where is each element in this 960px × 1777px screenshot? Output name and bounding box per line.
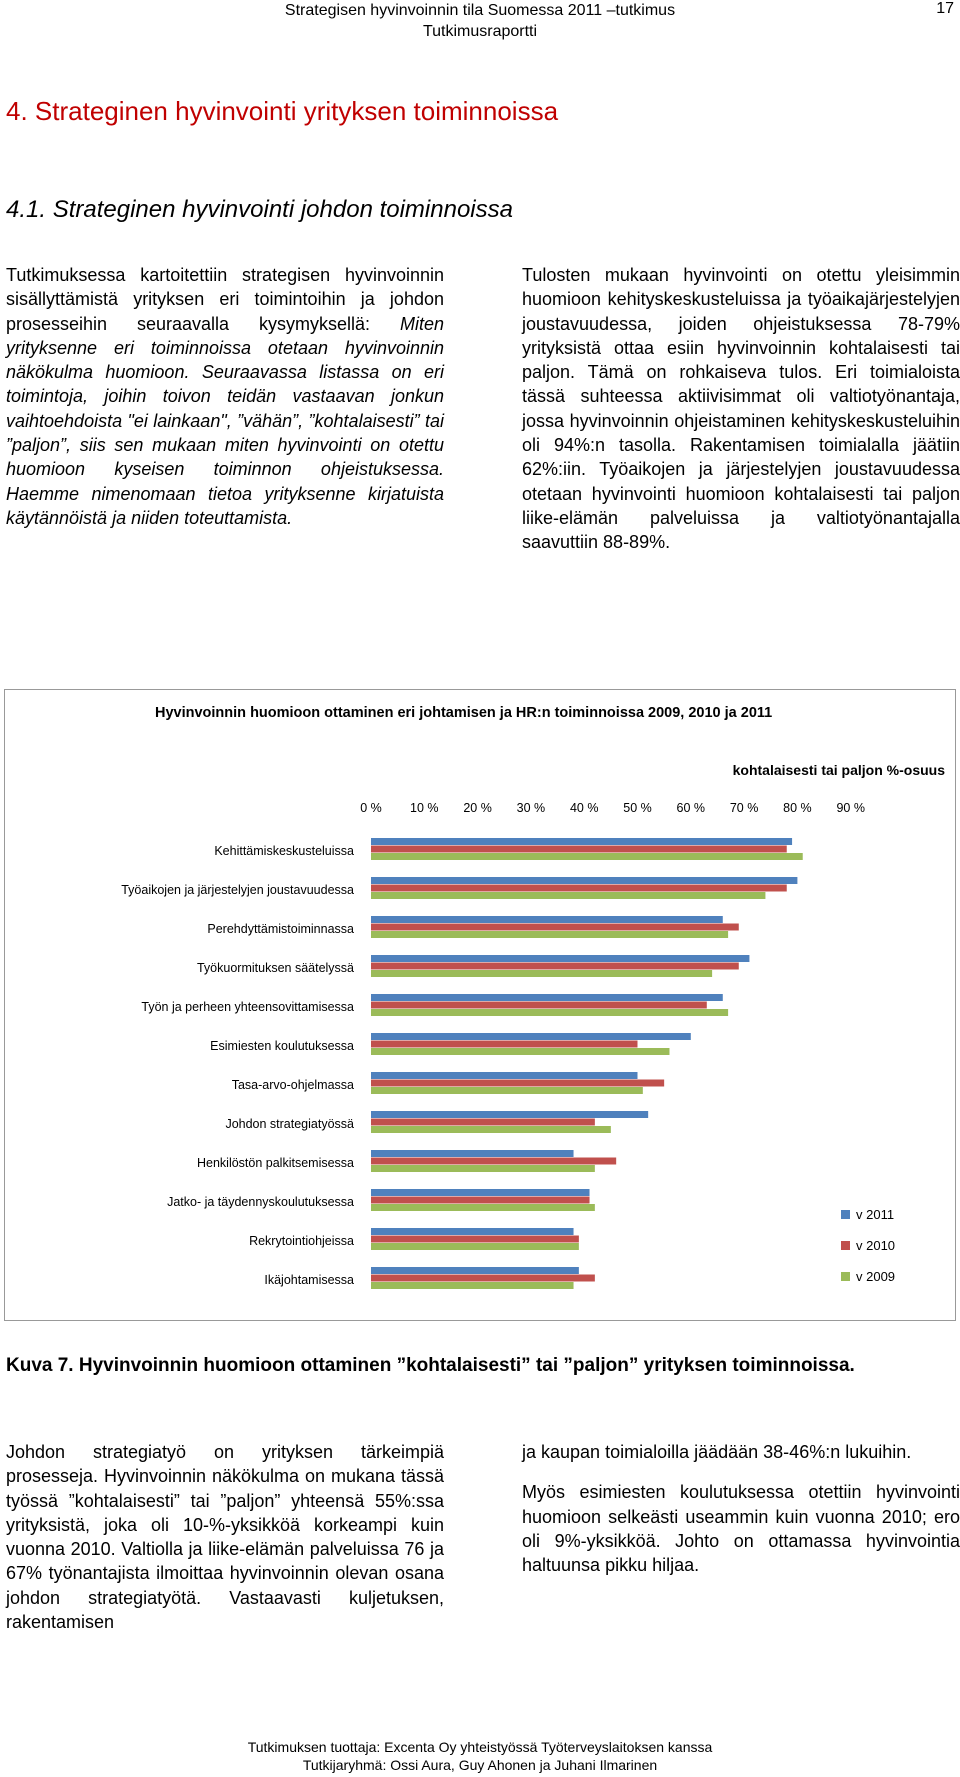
bar	[371, 970, 712, 977]
chart-frame	[4, 689, 956, 1321]
chart-title: Hyvinvoinnin huomioon ottaminen eri johtamisen ja HR:n toiminnoissa 2009, 2010 ja 2011	[155, 705, 773, 721]
legend-label: v 2010	[856, 1238, 896, 1253]
page-footer	[0, 1738, 960, 1774]
left-paragraph-intro: Tutkimuksessa kartoitettiin strategisen hyvinvoinnin sisällyttämistä yrityksen eri toimintoihin ja johdon prosesseihin seuraavalla kysymyksellä:	[6, 265, 444, 334]
bar	[371, 924, 739, 931]
x-tick-label: 60 %	[676, 801, 706, 815]
bar	[371, 1158, 616, 1165]
bar	[371, 1267, 579, 1274]
bar	[371, 1165, 595, 1172]
header-line-1: Strategisen hyvinvoinnin tila Suomessa 2011 –tutkimus	[284, 2, 676, 19]
bar	[371, 1033, 691, 1040]
x-tick-label: 10 %	[410, 801, 439, 815]
bar	[371, 853, 803, 860]
bar	[371, 838, 792, 845]
x-tick-label: 40 %	[569, 801, 599, 815]
bar	[371, 1236, 579, 1243]
left-paragraph-question: Miten yrityksenne eri toiminnoissa otetaan hyvinvoinnin näkökulma huomioon. Seuraavassa listassa on eri toimintoja, joihin toivon teidän vastaavan jonkun vaihtoehdoista "ei lainkaan", ”vähän”, ”kohtalaisesti” tai ”paljon”, siis sen mukaan miten hyvinvointi on otettu huomioon kyseisen toiminnon ohjeistuksessa. Haemme nimenomaan tietoa yrityksenne kirjatuista käytännöistä ja niiden toteuttamista.	[6, 313, 444, 528]
legend-swatch	[841, 1210, 850, 1219]
bar	[371, 1228, 574, 1235]
bar	[371, 1204, 595, 1211]
bar	[371, 963, 739, 970]
category-label: Esimiesten koulutuksessa	[210, 1039, 354, 1053]
bar	[371, 955, 749, 962]
category-label: Työn ja perheen yhteensovittamisessa	[141, 1000, 354, 1014]
bar	[371, 1041, 638, 1048]
category-label: Perehdyttämistoiminnassa	[207, 922, 354, 936]
x-tick-label: 50 %	[623, 801, 652, 815]
page-header	[0, 0, 960, 42]
chart-subtitle: kohtalaisesti tai paljon %-osuus	[732, 762, 945, 778]
page-number: 17	[936, 0, 954, 17]
category-label: Tasa-arvo-ohjelmassa	[231, 1078, 354, 1092]
right-column	[522, 263, 960, 555]
footer-line-1: Tutkimuksen tuottaja: Excenta Oy yhteistyössä Työterveyslaitoksen kanssa	[247, 1739, 713, 1755]
legend	[841, 1207, 895, 1284]
bar	[371, 1072, 638, 1079]
x-axis-ticks	[360, 801, 865, 815]
x-tick-label: 70 %	[729, 801, 759, 815]
footer-line-2: Tutkijaryhmä: Ossi Aura, Guy Ahonen ja Juhani Ilmarinen	[302, 1757, 658, 1773]
left-column	[6, 263, 444, 530]
bar	[371, 1119, 595, 1126]
bar	[371, 846, 787, 853]
right-paragraph: Tulosten mukaan hyvinvointi on otettu yleisimmin huomioon kehityskeskusteluissa ja työaikajärjestelyjen joustavuudessa, joiden ohjeistuksessa 78-79% yrityksistä ottaa esiin hyvinvoinnin kohtalaisesti tai paljon. Tämä on rohkaiseva tulos. Eri toimialoista tässä suhteessa aktiivisimmat oli valtiotyönantaja, jossa hyvinvoinnin ohjeistaminen kehityskeskusteluihin oli 94%:n tasolla. Rakentamisen toimialalla jäätiin 62%:iin. Työaikojen ja järjestelyjen joustavuudessa otetaan hyvinvointi huomioon kohtalaisesti tai paljon liike-elämän palveluissa ja valtiotyönantajalla saavuttiin 88-89%.	[522, 265, 960, 553]
category-label: Ikäjohtamisessa	[264, 1273, 354, 1287]
x-tick-label: 30 %	[516, 801, 546, 815]
figure-caption: Kuva 7. Hyvinvoinnin huomioon ottaminen ”kohtalaisesti” tai ”paljon” yrityksen toiminnoissa.	[6, 1355, 855, 1376]
bars	[371, 838, 803, 1289]
legend-swatch	[841, 1241, 850, 1250]
bar	[371, 1111, 648, 1118]
bar-chart	[5, 690, 955, 1320]
bar	[371, 1080, 664, 1087]
bar	[371, 994, 723, 1001]
subsection-title: 4.1. Strateginen hyvinvointi johdon toiminnoissa	[6, 196, 513, 223]
x-tick-label: 80 %	[783, 801, 812, 815]
category-label: Kehittämiskeskusteluissa	[214, 844, 354, 858]
bottom-left-column	[6, 1440, 444, 1634]
left-paragraph	[6, 263, 444, 530]
bar	[371, 1087, 643, 1094]
category-label: Työaikojen ja järjestelyjen joustavuudessa	[121, 883, 354, 897]
bar	[371, 1189, 590, 1196]
header-line-2: Tutkimusraportti	[422, 23, 538, 40]
category-label: Rekrytointiohjeissa	[249, 1234, 354, 1248]
bar	[371, 1243, 579, 1250]
bar	[371, 931, 728, 938]
bar	[371, 892, 765, 899]
bar	[371, 1126, 611, 1133]
legend-label: v 2011	[856, 1207, 895, 1222]
bar	[371, 1197, 590, 1204]
legend-swatch	[841, 1272, 850, 1281]
x-tick-label: 0 %	[360, 801, 382, 815]
bottom-right-paragraph-1: ja kaupan toimialoilla jäädään 38-46%:n lukuihin.	[522, 1442, 912, 1462]
category-label: Johdon strategiatyössä	[225, 1117, 354, 1131]
bar	[371, 1002, 707, 1009]
category-label: Työkuormituksen säätelyssä	[196, 961, 354, 975]
bar	[371, 1009, 728, 1016]
bar	[371, 877, 797, 884]
legend-label: v 2009	[856, 1269, 896, 1284]
bottom-left-paragraph: Johdon strategiatyö on yrityksen tärkeimpiä prosesseja. Hyvinvoinnin näkökulma on mukana tässä työssä ”kohtalaisesti” tai ”paljon” yhteensä 55%:ssa yrityksistä, joka oli 10-%-yksikköä korkeampi kuin vuonna 2010. Valtiolla ja liike-elämän palveluissa 76 ja 67% työnantajista ilmoittaa hyvinvoinnin olevan osana johdon strategiatyötä. Vastaavasti kuljetuksen, rakentamisen	[6, 1442, 444, 1633]
bottom-right-paragraph-2: Myös esimiesten koulutuksessa otettiin hyvinvointi huomioon selkeästi useammin kuin vuonna 2010; ero oli 9%-yksikköä. Johto on ottamassa hyvinvointia haltuunsa pikku hiljaa.	[522, 1482, 960, 1576]
bar	[371, 916, 723, 923]
category-labels	[121, 844, 354, 1287]
bar	[371, 1150, 574, 1157]
bar	[371, 1282, 574, 1289]
bar	[371, 885, 787, 892]
bar	[371, 1275, 595, 1282]
x-tick-label: 20 %	[463, 801, 492, 815]
section-title: 4. Strateginen hyvinvointi yrityksen toiminnoissa	[6, 96, 559, 126]
category-label: Henkilöstön palkitsemisessa	[196, 1156, 354, 1170]
x-tick-label: 90 %	[836, 801, 865, 815]
bar	[371, 1048, 669, 1055]
bottom-right-column	[522, 1440, 960, 1577]
category-label: Jatko- ja täydennyskoulutuksessa	[167, 1195, 354, 1209]
